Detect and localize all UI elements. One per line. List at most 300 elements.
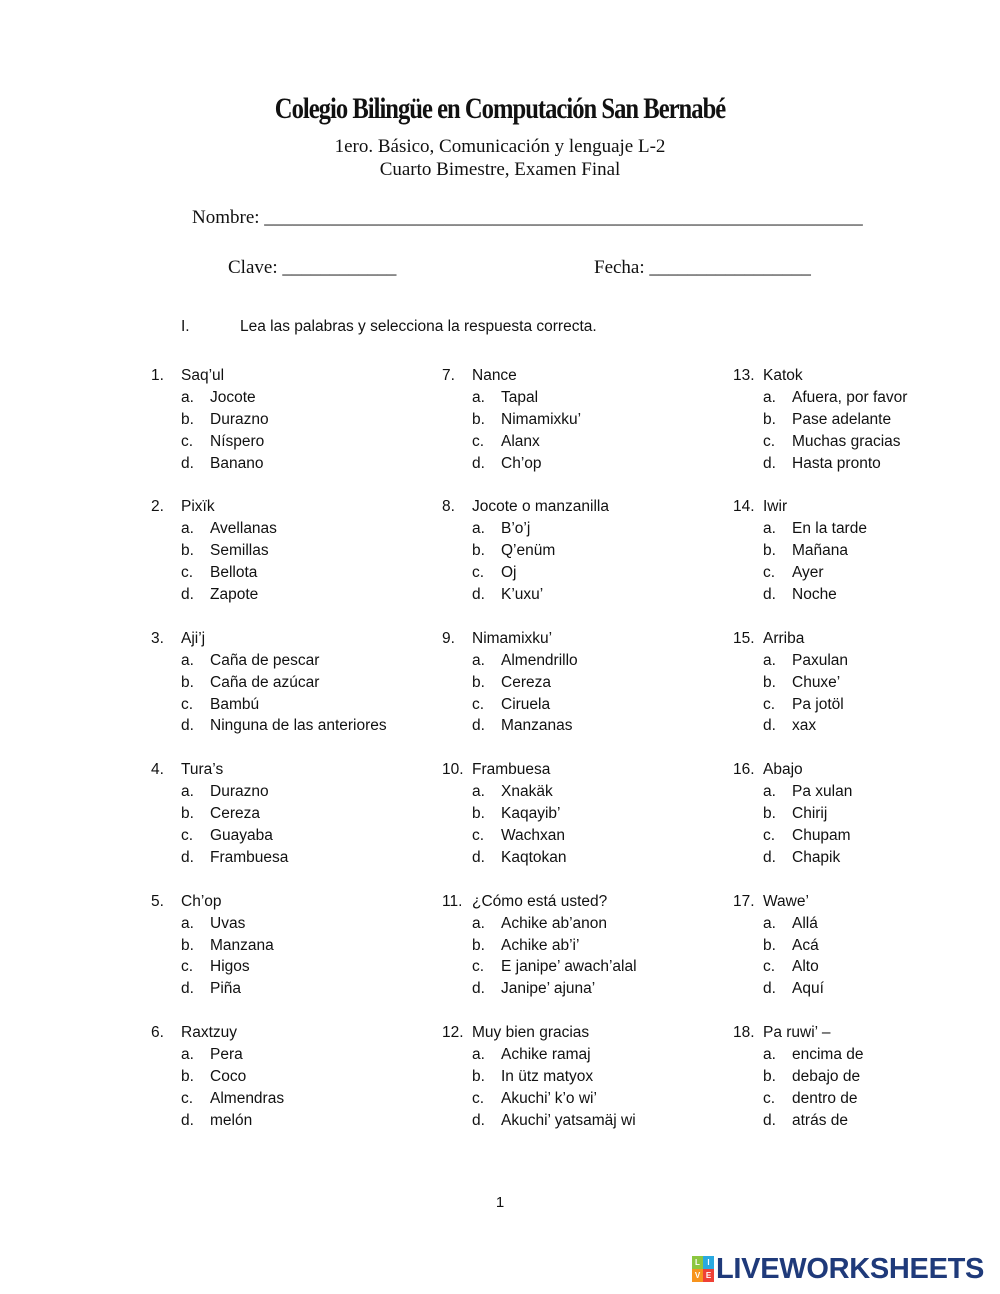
option-text: debajo de <box>792 1067 861 1085</box>
answer-option[interactable] <box>733 562 933 584</box>
answer-option[interactable] <box>442 803 712 825</box>
answer-option[interactable] <box>151 1044 421 1066</box>
page-number: 1 <box>495 1194 505 1211</box>
answer-option[interactable] <box>151 453 421 475</box>
question-number: 12. <box>442 1024 464 1042</box>
option-letter: a. <box>763 520 776 538</box>
question-number: 18. <box>733 1024 755 1042</box>
answer-option[interactable] <box>733 825 933 847</box>
answer-option[interactable] <box>442 825 712 847</box>
question-line <box>442 759 712 781</box>
option-text: Xnakäk <box>501 783 553 801</box>
answer-option[interactable] <box>151 431 421 453</box>
answer-option[interactable] <box>733 650 933 672</box>
option-letter: c. <box>472 958 485 976</box>
question-item <box>733 365 933 475</box>
question-line <box>442 365 712 387</box>
answer-option[interactable] <box>151 650 421 672</box>
option-text: Caña de azúcar <box>210 673 320 691</box>
instruction <box>181 318 597 336</box>
answer-option[interactable] <box>151 672 421 694</box>
option-text: Aquí <box>792 980 824 998</box>
answer-option[interactable] <box>733 584 933 606</box>
answer-option[interactable] <box>442 453 712 475</box>
question-number: 6. <box>151 1024 164 1042</box>
option-text: Wachxan <box>501 826 566 844</box>
option-text: Muchas gracias <box>792 432 901 450</box>
answer-option[interactable] <box>442 694 712 716</box>
option-letter: b. <box>181 805 194 823</box>
question-line <box>733 1022 933 1044</box>
question-number: 1. <box>151 367 164 384</box>
option-text: Cereza <box>501 673 551 691</box>
option-letter: a. <box>472 651 485 669</box>
option-text: Durazno <box>210 410 269 428</box>
exam-subtitle: Cuarto Bimestre, Examen Final <box>379 159 621 180</box>
answer-option[interactable] <box>151 1110 421 1132</box>
question-word: Ch’op <box>181 892 222 910</box>
option-letter: c. <box>181 564 194 582</box>
question-item <box>151 496 421 606</box>
option-letter: d. <box>181 848 194 866</box>
question-item <box>733 496 933 606</box>
option-letter: b. <box>472 936 485 954</box>
option-letter: b. <box>763 805 776 823</box>
option-letter: d. <box>472 717 485 735</box>
option-letter: d. <box>472 848 485 866</box>
question-item <box>442 759 712 869</box>
question-word: Raxtzuy <box>181 1024 237 1042</box>
option-text: Ch’op <box>501 454 542 472</box>
option-letter: a. <box>763 1046 776 1064</box>
question-word: Abajo <box>763 761 803 779</box>
option-text: Pa xulan <box>792 783 853 801</box>
question-number: 16. <box>733 761 755 779</box>
option-text: Zapote <box>210 586 259 604</box>
answer-option[interactable] <box>151 913 421 935</box>
question-line <box>733 496 933 518</box>
answer-option[interactable] <box>733 453 933 475</box>
option-text: Q’enüm <box>501 542 556 560</box>
option-letter: a. <box>181 1046 194 1064</box>
question-item <box>151 891 421 1001</box>
answer-option[interactable] <box>733 518 933 540</box>
answer-option[interactable] <box>151 978 421 1000</box>
answer-option[interactable] <box>733 540 933 562</box>
option-letter: a. <box>472 914 485 932</box>
answer-option[interactable] <box>442 650 712 672</box>
option-text: encima de <box>792 1046 864 1064</box>
option-letter: c. <box>763 695 776 713</box>
option-letter: a. <box>472 1046 485 1064</box>
option-letter: c. <box>181 958 194 976</box>
answer-option[interactable] <box>442 715 712 737</box>
logo-mark-tile: I <box>703 1256 714 1269</box>
option-letter: d. <box>181 1111 194 1129</box>
question-item <box>733 628 933 738</box>
option-letter: a. <box>763 914 776 932</box>
option-letter: d. <box>763 586 776 604</box>
question-line <box>442 1022 712 1044</box>
answer-option[interactable] <box>442 847 712 869</box>
question-word: Frambuesa <box>472 761 551 779</box>
option-letter: d. <box>181 717 194 735</box>
option-text: Akuchi’ k’o wi’ <box>501 1089 597 1107</box>
answer-option[interactable] <box>733 694 933 716</box>
question-line <box>733 891 933 913</box>
question-item <box>442 496 712 606</box>
option-letter: b. <box>763 936 776 954</box>
question-number: 9. <box>442 629 455 647</box>
option-letter: c. <box>472 432 485 450</box>
answer-option[interactable] <box>733 1066 933 1088</box>
option-text: Ciruela <box>501 695 551 713</box>
question-word: Jocote o manzanilla <box>472 498 609 516</box>
question-item <box>442 365 712 475</box>
option-text: Chuxe’ <box>792 673 841 691</box>
option-letter: b. <box>472 673 485 691</box>
question-line <box>151 365 421 387</box>
answer-option[interactable] <box>733 781 933 803</box>
option-letter: c. <box>472 564 485 582</box>
option-text: atrás de <box>792 1111 849 1129</box>
option-letter: c. <box>181 1089 194 1107</box>
option-letter: b. <box>472 805 485 823</box>
option-text: Alanx <box>501 432 540 450</box>
answer-option[interactable] <box>733 978 933 1000</box>
answer-option[interactable] <box>151 562 421 584</box>
option-letter: c. <box>181 432 194 450</box>
option-text: Achike ab’anon <box>501 914 607 932</box>
answer-option[interactable] <box>733 431 933 453</box>
option-text: Pera <box>210 1046 243 1064</box>
answer-option[interactable] <box>151 409 421 431</box>
liveworksheets-wordmark: LIVEWORKSHEETS <box>716 1252 985 1285</box>
logo-mark-tile: E <box>703 1269 714 1282</box>
answer-option[interactable] <box>442 978 712 1000</box>
question-number: 14. <box>733 498 755 516</box>
option-text: Nimamixku’ <box>501 410 582 428</box>
option-text: Mañana <box>792 542 849 560</box>
option-text: En la tarde <box>792 520 867 538</box>
name-field: Nombre: _______________________________________________________________ <box>192 207 863 228</box>
answer-option[interactable] <box>151 825 421 847</box>
option-letter: a. <box>181 783 194 801</box>
question-column-1 <box>151 365 421 1154</box>
question-line <box>442 628 712 650</box>
question-word: Pa ruwi’ – <box>763 1024 831 1042</box>
option-text: Guayaba <box>210 826 273 844</box>
option-text: Pase adelante <box>792 410 892 428</box>
question-line <box>733 759 933 781</box>
question-column-3 <box>733 365 933 1154</box>
answer-option[interactable] <box>733 1110 933 1132</box>
question-item <box>151 365 421 475</box>
question-item <box>151 628 421 738</box>
question-item <box>442 1022 712 1132</box>
option-text: Alto <box>792 958 819 976</box>
option-letter: d. <box>763 848 776 866</box>
option-text: Uvas <box>210 914 246 932</box>
answer-option[interactable] <box>733 803 933 825</box>
option-letter: b. <box>181 673 194 691</box>
option-text: Acá <box>792 936 819 954</box>
option-letter: c. <box>181 695 194 713</box>
option-text: Ayer <box>792 564 824 582</box>
answer-option[interactable] <box>151 1088 421 1110</box>
question-number: 15. <box>733 629 755 647</box>
option-text: Piña <box>210 980 242 998</box>
option-letter: b. <box>763 1067 776 1085</box>
option-letter: c. <box>763 826 776 844</box>
option-text: K’uxu’ <box>501 586 544 604</box>
question-item <box>733 891 933 1001</box>
option-letter: d. <box>763 717 776 735</box>
option-letter: b. <box>181 936 194 954</box>
option-text: Paxulan <box>792 651 849 669</box>
question-word: Tura’s <box>181 761 224 779</box>
question-word: Saq’ul <box>181 367 225 384</box>
date-field: Fecha: _________________ <box>594 257 811 278</box>
option-letter: d. <box>763 980 776 998</box>
option-text: Allá <box>792 914 818 932</box>
option-text: Chapik <box>792 848 841 866</box>
answer-option[interactable] <box>442 387 712 409</box>
option-text: Manzana <box>210 936 274 954</box>
option-text: Pa jotöl <box>792 695 844 713</box>
question-line <box>442 891 712 913</box>
logo-mark-tile: V <box>692 1269 703 1282</box>
option-text: Cereza <box>210 805 260 823</box>
option-letter: c. <box>763 1089 776 1107</box>
answer-option[interactable] <box>442 1044 712 1066</box>
option-letter: d. <box>181 980 194 998</box>
question-word: Nance <box>472 367 517 384</box>
option-letter: c. <box>763 958 776 976</box>
answer-option[interactable] <box>151 584 421 606</box>
answer-option[interactable] <box>442 913 712 935</box>
question-line <box>733 628 933 650</box>
question-word: Wawe’ <box>763 892 809 910</box>
option-text: Coco <box>210 1067 247 1085</box>
option-text: Kaqtokan <box>501 848 567 866</box>
option-text: Tapal <box>501 388 539 406</box>
option-text: Chirij <box>792 805 828 823</box>
option-text: xax <box>792 717 817 735</box>
option-letter: a. <box>763 388 776 406</box>
question-item <box>442 891 712 1001</box>
option-text: Frambuesa <box>210 848 289 866</box>
option-letter: a. <box>181 388 194 406</box>
answer-option[interactable] <box>733 956 933 978</box>
question-word: Aji’j <box>181 629 206 647</box>
option-text: E janipe’ awach’alal <box>501 958 637 976</box>
answer-option[interactable] <box>151 847 421 869</box>
option-letter: a. <box>181 520 194 538</box>
option-text: Achike ab’i’ <box>501 936 580 954</box>
answer-option[interactable] <box>733 847 933 869</box>
option-text: Durazno <box>210 783 269 801</box>
question-number: 13. <box>733 367 755 384</box>
question-number: 17. <box>733 892 755 910</box>
answer-option[interactable] <box>733 387 933 409</box>
option-letter: b. <box>181 410 194 428</box>
option-text: In ütz matyox <box>501 1067 594 1085</box>
option-text: Manzanas <box>501 717 573 735</box>
option-letter: c. <box>763 564 776 582</box>
option-letter: a. <box>181 651 194 669</box>
question-word: Iwir <box>763 498 788 516</box>
option-letter: d. <box>472 586 485 604</box>
course-subtitle: 1ero. Básico, Comunicación y lenguaje L-2 <box>334 136 666 157</box>
option-text: dentro de <box>792 1089 858 1107</box>
option-text: Noche <box>792 586 837 604</box>
option-text: Afuera, por favor <box>792 388 908 406</box>
question-item <box>442 628 712 738</box>
option-text: Ninguna de las anteriores <box>210 717 387 735</box>
logo-mark-tile: L <box>692 1256 703 1269</box>
option-letter: b. <box>181 542 194 560</box>
option-letter: d. <box>472 454 485 472</box>
option-text: Avellanas <box>210 520 277 538</box>
option-letter: d. <box>181 454 194 472</box>
answer-option[interactable] <box>151 803 421 825</box>
option-letter: a. <box>181 914 194 932</box>
instruction-text: Lea las palabras y selecciona la respuesta correcta. <box>240 318 597 335</box>
option-letter: c. <box>181 826 194 844</box>
answer-option[interactable] <box>151 935 421 957</box>
answer-option[interactable] <box>442 935 712 957</box>
answer-option[interactable] <box>733 1088 933 1110</box>
question-word: Muy bien gracias <box>472 1024 590 1042</box>
option-letter: d. <box>472 1111 485 1129</box>
option-text: Oj <box>501 564 517 582</box>
answer-option[interactable] <box>442 540 712 562</box>
option-letter: d. <box>181 586 194 604</box>
option-letter: b. <box>472 1067 485 1085</box>
liveworksheets-logo <box>692 1252 984 1286</box>
answer-option[interactable] <box>151 387 421 409</box>
option-letter: d. <box>472 980 485 998</box>
question-word: Pixïk <box>181 498 215 516</box>
option-letter: b. <box>472 410 485 428</box>
question-word: Arriba <box>763 629 805 647</box>
answer-option[interactable] <box>442 518 712 540</box>
answer-option[interactable] <box>442 562 712 584</box>
option-text: Achike ramaj <box>501 1046 591 1064</box>
answer-option[interactable] <box>151 1066 421 1088</box>
answer-option[interactable] <box>151 715 421 737</box>
answer-option[interactable] <box>733 1044 933 1066</box>
answer-option[interactable] <box>733 409 933 431</box>
option-text: Akuchi’ yatsamäj wi <box>501 1111 636 1129</box>
answer-option[interactable] <box>151 518 421 540</box>
liveworksheets-mark-icon <box>692 1256 714 1282</box>
code-field: Clave: ____________ <box>228 257 397 278</box>
option-letter: a. <box>763 651 776 669</box>
page-title: Colegio Bilingüe en Computación San Bernabé <box>274 92 726 125</box>
question-line <box>442 496 712 518</box>
option-letter: b. <box>472 542 485 560</box>
question-line <box>151 496 421 518</box>
option-text: Caña de pescar <box>210 651 320 669</box>
option-text: Bambú <box>210 695 260 713</box>
question-number: 10. <box>442 761 464 779</box>
option-letter: d. <box>763 454 776 472</box>
option-letter: a. <box>472 388 485 406</box>
question-number: 8. <box>442 498 455 516</box>
option-text: B’o’j <box>501 520 531 538</box>
answer-option[interactable] <box>442 781 712 803</box>
question-number: 4. <box>151 761 164 779</box>
option-letter: d. <box>763 1111 776 1129</box>
option-letter: a. <box>472 520 485 538</box>
question-item <box>733 1022 933 1132</box>
option-letter: a. <box>763 783 776 801</box>
answer-option[interactable] <box>733 913 933 935</box>
question-item <box>151 1022 421 1132</box>
option-text: Níspero <box>210 432 265 450</box>
question-word: ¿Cómo está usted? <box>472 892 608 910</box>
option-text: Hasta pronto <box>792 454 881 472</box>
question-line <box>151 628 421 650</box>
answer-option[interactable] <box>442 431 712 453</box>
question-column-2 <box>442 365 712 1154</box>
option-text: Almendrillo <box>501 651 578 669</box>
option-text: Janipe’ ajuna’ <box>501 980 596 998</box>
answer-option[interactable] <box>733 672 933 694</box>
answer-option[interactable] <box>442 956 712 978</box>
answer-option[interactable] <box>151 956 421 978</box>
option-text: Semillas <box>210 542 269 560</box>
answer-option[interactable] <box>151 694 421 716</box>
question-number: 2. <box>151 498 164 516</box>
answer-option[interactable] <box>442 584 712 606</box>
option-letter: b. <box>763 673 776 691</box>
option-text: Almendras <box>210 1089 285 1107</box>
answer-option[interactable] <box>733 715 933 737</box>
option-text: Banano <box>210 454 264 472</box>
instruction-number: I. <box>181 318 190 335</box>
option-text: Jocote <box>210 388 256 406</box>
question-number: 7. <box>442 367 455 384</box>
answer-option[interactable] <box>442 1088 712 1110</box>
question-line <box>151 1022 421 1044</box>
option-letter: c. <box>472 695 485 713</box>
question-number: 5. <box>151 892 164 910</box>
option-text: Bellota <box>210 564 258 582</box>
option-letter: b. <box>763 410 776 428</box>
answer-option[interactable] <box>442 1066 712 1088</box>
answer-option[interactable] <box>151 540 421 562</box>
answer-option[interactable] <box>733 935 933 957</box>
question-word: Nimamixku’ <box>472 629 553 647</box>
option-text: melón <box>210 1111 253 1129</box>
option-letter: a. <box>472 783 485 801</box>
answer-option[interactable] <box>442 1110 712 1132</box>
answer-option[interactable] <box>151 781 421 803</box>
option-letter: b. <box>181 1067 194 1085</box>
question-line <box>151 759 421 781</box>
question-word: Katok <box>763 367 803 384</box>
option-letter: c. <box>472 826 485 844</box>
option-text: Chupam <box>792 826 851 844</box>
answer-option[interactable] <box>442 409 712 431</box>
option-text: Kaqayib’ <box>501 805 561 823</box>
question-item <box>733 759 933 869</box>
answer-option[interactable] <box>442 672 712 694</box>
option-text: Higos <box>210 958 250 976</box>
